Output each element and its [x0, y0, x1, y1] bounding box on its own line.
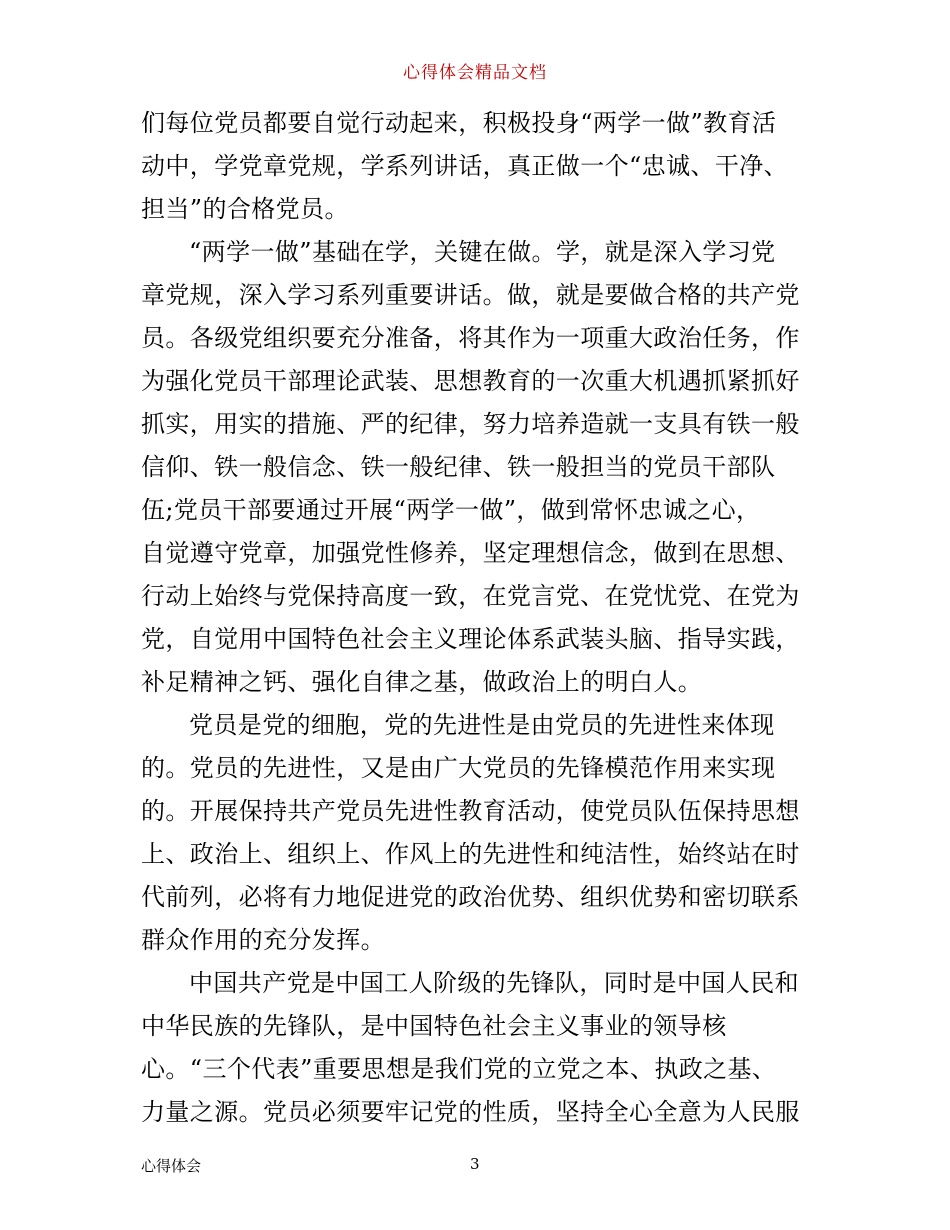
text-line: 自觉遵守党章，加强党性修养，坚定理想信念，做到在思想、: [141, 539, 800, 567]
text-line: 们每位党员都要自觉行动起来，积极投身“两学一做”教育活: [141, 109, 777, 137]
paragraph: [141, 962, 821, 1134]
text-line: 员。各级党组织要充分准备，将其作为一项重大政治任务，作: [141, 324, 800, 352]
text-line: 担当”的合格党员。: [141, 195, 349, 223]
text-line: 伍;党员干部要通过开展“两学一做”，做到常怀忠诚之心，: [141, 496, 761, 524]
text-line: 群众作用的充分发挥。: [141, 926, 385, 954]
text-line: 心。“三个代表”重要思想是我们党的立党之本、执政之基、: [141, 1055, 777, 1083]
footer-label: 心得体会: [141, 1157, 202, 1175]
text-line: 的。党员的先进性，又是由广大党员的先锋模范作用来实现: [141, 754, 776, 782]
page-header-title: 心得体会精品文档: [403, 63, 547, 83]
document-body: [141, 102, 821, 1134]
text-line: 党，自觉用中国特色社会主义理论体系武装头脑、指导实践，: [141, 625, 800, 653]
text-line: 抓实，用实的措施、严的纪律，努力培养造就一支具有铁一般: [141, 410, 800, 438]
paragraph: [141, 102, 821, 231]
text-line: 的。开展保持共产党员先进性教育活动，使党员队伍保持思想: [141, 797, 800, 825]
text-line: 动中，学党章党规，学系列讲话，真正做一个“忠诚、干净、: [141, 152, 789, 180]
text-line: 上、政治上、组织上、作风上的先进性和纯洁性，始终站在时: [141, 840, 800, 868]
text-line: 行动上始终与党保持高度一致，在党言党、在党忧党、在党为: [141, 582, 800, 610]
text-line: 中华民族的先锋队，是中国特色社会主义事业的领导核: [141, 1012, 727, 1040]
page-number: 3: [470, 1155, 480, 1173]
text-line: 补足精神之钙、强化自律之基，做政治上的明白人。: [141, 668, 703, 696]
paragraph: [141, 704, 821, 962]
text-line: 力量之源。党员必须要牢记党的性质，坚持全心全意为人民服: [141, 1098, 800, 1126]
text-line: “两学一做”基础在学，关键在做。学，就是深入学习党: [189, 238, 776, 266]
text-line: 章党规，深入学习系列重要讲话。做，就是要做合格的共产党: [141, 281, 800, 309]
text-line: 为强化党员干部理论武装、思想教育的一次重大机遇抓紧抓好: [141, 367, 800, 395]
text-line: 代前列，必将有力地促进党的政治优势、组织优势和密切联系: [141, 883, 800, 911]
text-line: 中国共产党是中国工人阶级的先锋队，同时是中国人民和: [189, 969, 799, 997]
text-line: 党员是党的细胞，党的先进性是由党员的先进性来体现: [189, 711, 775, 739]
paragraph: [141, 231, 821, 704]
text-line: 信仰、铁一般信念、铁一般纪律、铁一般担当的党员干部队: [141, 453, 776, 481]
